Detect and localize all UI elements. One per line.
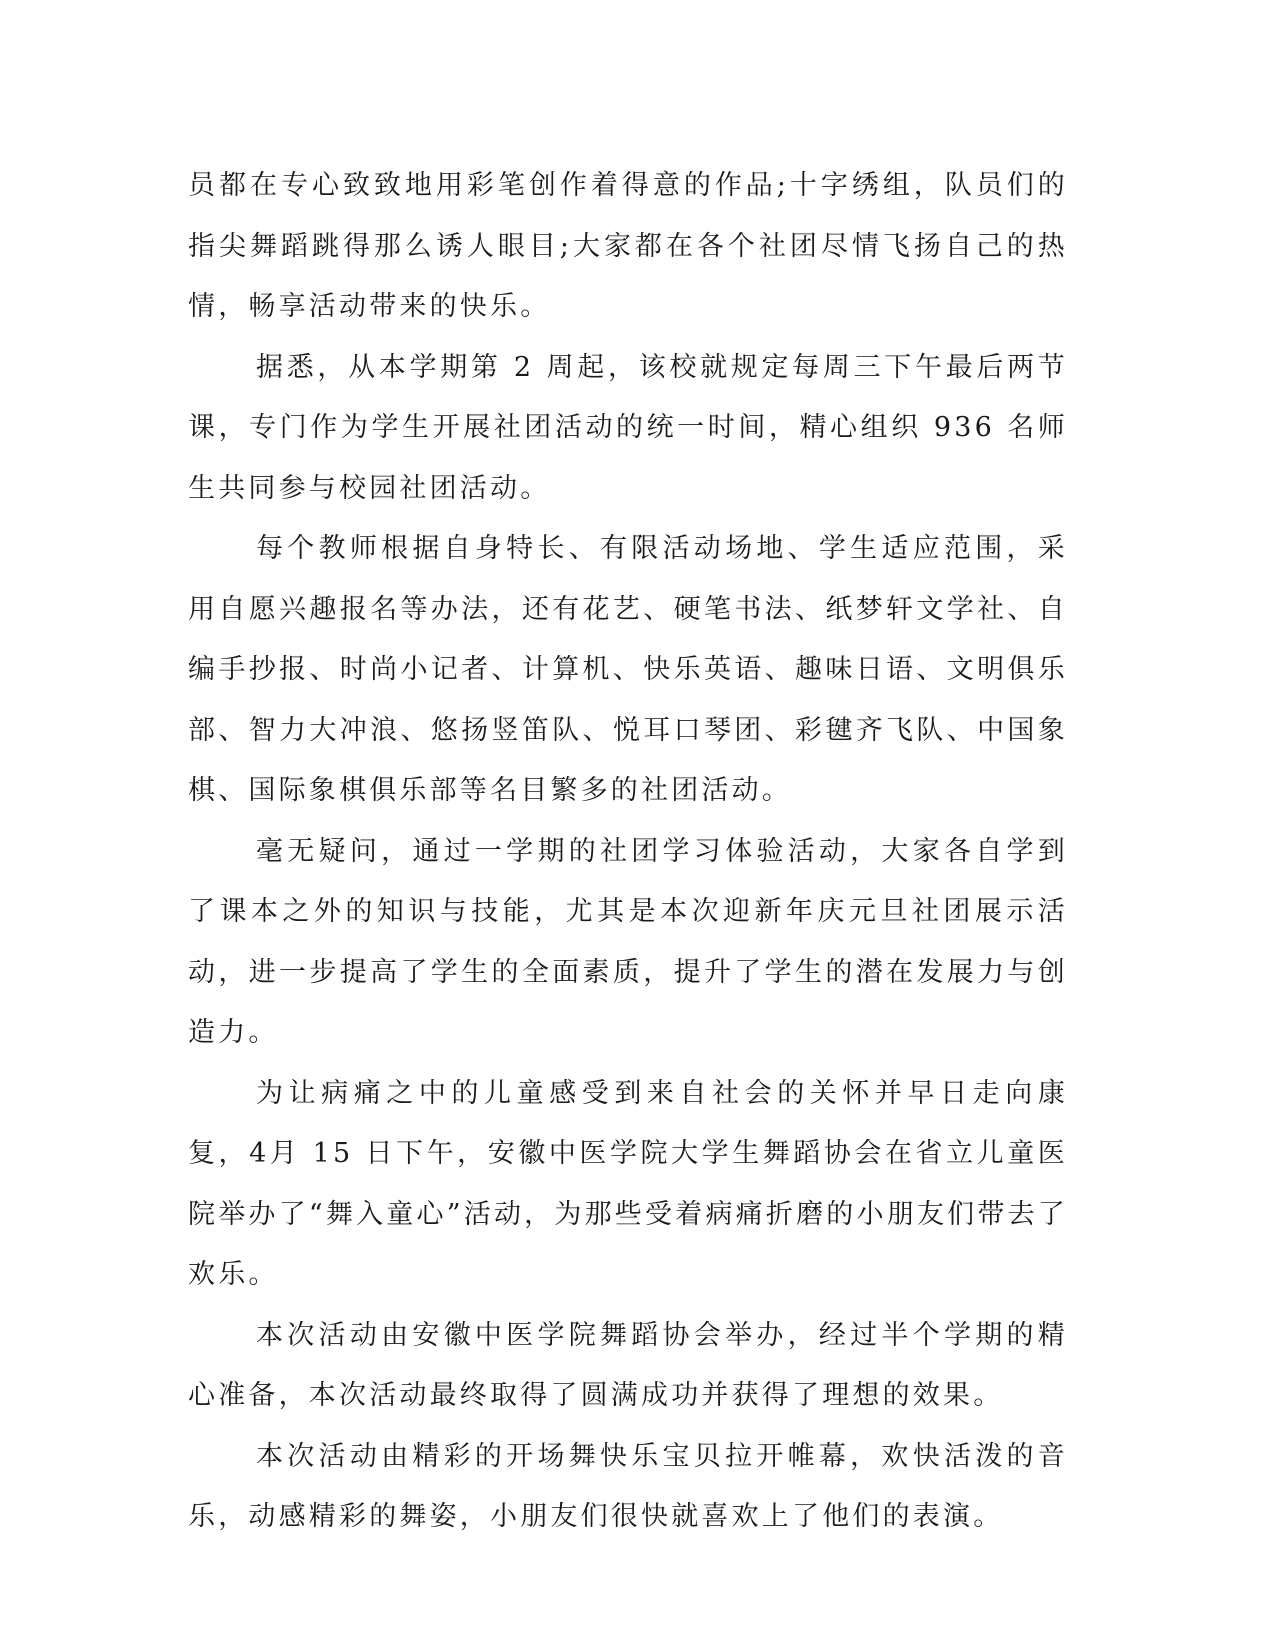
paragraph-3: 每个教师根据自身特长、有限活动场地、学生适应范围，采用自愿兴趣报名等办法，还有花艺、硬笔书法、纸梦轩文学社、自编手抄报、时尚小记者、计算机、快乐英语、趣味日语、文明俱乐部、智力大冲浪、悠扬竖笛队、悦耳口琴团、彩毽齐飞队、中国象棋、国际象棋俱乐部等名目繁多的社团活动。	[188, 533, 1068, 806]
paragraph-4: 毫无疑问，通过一学期的社团学习体验活动，大家各自学到了课本之外的知识与技能，尤其是本次迎新年庆元旦社团展示活动，进一步提高了学生的全面素质，提升了学生的潜在发展力与创造力。	[188, 835, 1068, 1048]
paragraph-1: 员都在专心致致地用彩笔创作着得意的作品;十字绣组，队员们的指尖舞蹈跳得那么诱人眼目;大家都在各个社团尽情飞扬自己的热情，畅享活动带来的快乐。	[188, 170, 1068, 322]
paragraph-2: 据悉，从本学期第 2 周起，该校就规定每周三下午最后两节课，专门作为学生开展社团活动的统一时间，精心组织 936 名师生共同参与校园社团活动。	[188, 351, 1068, 504]
paragraph-6: 本次活动由安徽中医学院舞蹈协会举办，经过半个学期的精心准备，本次活动最终取得了圆满成功并获得了理想的效果。	[188, 1319, 1068, 1411]
document-body	[188, 156, 1068, 1548]
paragraph-5: 为让病痛之中的儿童感受到来自社会的关怀并早日走向康复，4月 15 日下午，安徽中医学院大学生舞蹈协会在省立儿童医院举办了“舞入童心”活动，为那些受着病痛折磨的小朋友们带去了欢乐。	[188, 1077, 1068, 1290]
paragraph-7: 本次活动由精彩的开场舞快乐宝贝拉开帷幕，欢快活泼的音乐，动感精彩的舞姿，小朋友们很快就喜欢上了他们的表演。	[188, 1440, 1068, 1532]
